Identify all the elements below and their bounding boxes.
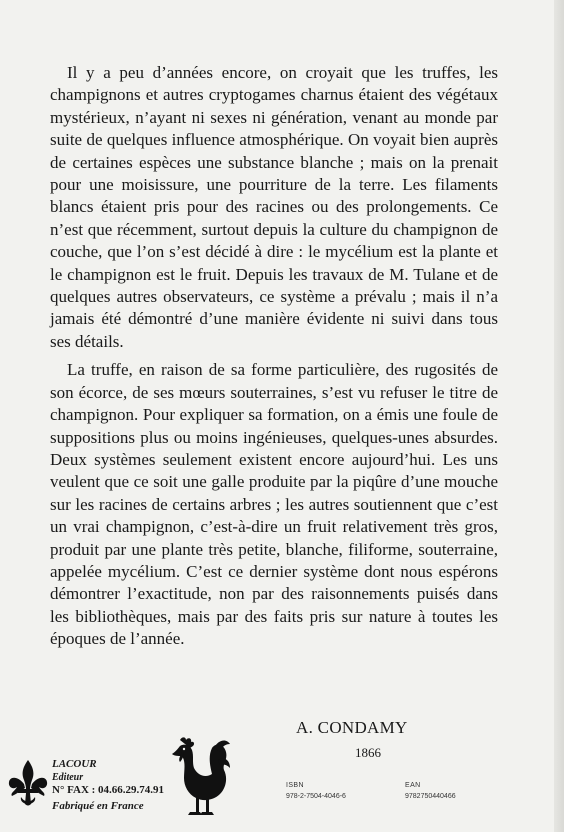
- rooster-icon: [166, 734, 232, 818]
- back-cover-text: [50, 62, 498, 657]
- author-signature: A. CONDAMY: [296, 718, 408, 737]
- paragraph-1: Il y a peu d’années encore, on croyait que les truffes, les champignons et autres cryptogames charnus étaient des végétaux mystérieux, n’ayant ni sexes ni génération, venant au monde par suite de quelques influence atmosphérique. On voyait bien auprès de certaines espèces une substance blanche ; mais on la prenait pour une moisissure, une pourriture de la terre. Les filaments blancs étaient pris pour des racines ou des prolongements. Ce n’est que récemment, surtout depuis la culture du champignon de couche, que l’on s’est décidé à dire : le mycélium est la plante et le champignon est le fruit. Depuis les travaux de M. Tulane et de quelques autres observateurs, ce système a prévalu ; mais il n’a jamais été démontré d’une manière évidente ni suivi dans tous ses détails.: [50, 63, 498, 351]
- fleur-de-lis-icon: [6, 758, 50, 808]
- isbn-label: ISBN: [286, 782, 304, 789]
- publisher-name: LACOUR: [52, 758, 97, 770]
- made-in-france: Fabriqué en France: [52, 800, 144, 812]
- page-edge: [554, 0, 564, 832]
- ean-label: EAN: [405, 782, 421, 789]
- year: 1866: [355, 745, 381, 760]
- publisher-role: Editeur: [52, 772, 84, 783]
- isbn-value: 978-2-7504-4046-6: [286, 793, 346, 800]
- publisher-block: [52, 758, 164, 813]
- publisher-fax: N° FAX : 04.66.29.74.91: [52, 784, 165, 796]
- paragraph-2: La truffe, en raison de sa forme particulière, des rugosités de son écorce, de ses mœurs souterraines, s’est vu refuser le titre de champignon. Pour expliquer sa formation, on a émis une foule de suppositions plus ou moins ingénieuses, quelques-unes absurdes. Deux systèmes seulement existent encore aujourd’hui. Les uns veulent que ce soit une galle produite par la piqûre d’une mouche sur les racines de certains arbres ; les autres soutiennent que c’est un vrai champignon, c’est-à-dire un fruit relativement très gros, produit par une plante très petite, blanche, filiforme, souterraine, appelée mycélium. C’est ce dernier système dont nous espérons démontrer l’exactitude, non par des raisonnements puisés dans les bibliothèques, mais par des faits pris sur nature à toutes les époques de l’année.: [50, 360, 498, 649]
- ean-value: 9782750440466: [405, 793, 456, 800]
